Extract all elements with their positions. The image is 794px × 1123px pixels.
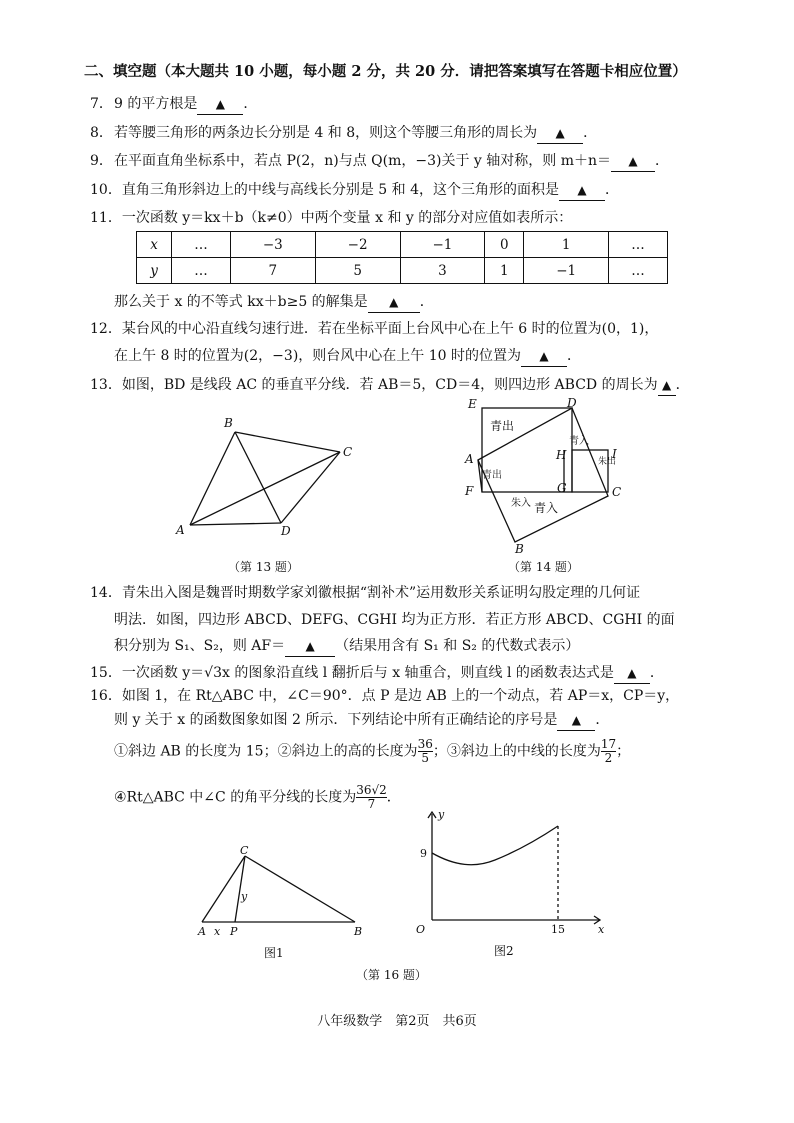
answer-blank: ▲ [305, 639, 315, 653]
point-label-g: G [557, 481, 567, 495]
figure-16-fig1 [190, 840, 380, 940]
question-14-line2: 明法．如图，四边形 ABCD、DEFG、CGHI 均为正方形．若正方形 ABCD、CGHI 的面 [114, 612, 675, 628]
figure-14-caption: （第 14 题） [508, 560, 579, 574]
segment-da [190, 523, 281, 525]
region-qingchu-1: 青出 [490, 419, 515, 433]
fraction: $\frac{36√2}{7}$ [356, 783, 387, 811]
region-qingru-2: 青入 [534, 501, 559, 515]
figure-13-caption: （第 13 题） [228, 560, 299, 574]
point-label-f: F [465, 484, 474, 498]
graph-curve [432, 826, 558, 865]
page-footer: 八年级数学 第2页 共6页 [317, 1014, 477, 1029]
region-qingchu-2: 青出 [482, 470, 502, 481]
point-label-c: C [612, 485, 622, 499]
segment-ab [190, 432, 235, 525]
x-end-label: 15 [551, 923, 565, 936]
table-row: x … −3 −2 −1 0 1 … [137, 232, 668, 258]
question-11: 11．一次函数 y＝kx＋b（k≠0）中两个变量 x 和 y 的部分对应值如表所示： [90, 210, 573, 226]
segment-bd [235, 432, 281, 523]
figure-16-caption: （第 16 题） [356, 968, 427, 982]
answer-blank: ▲ [661, 378, 672, 392]
question-12: 12．某台风的中心沿直线匀速行进．若在坐标平面上台风中心在上午 6 时的位置为(0，1)， [90, 321, 659, 337]
point-label-d: D [281, 524, 291, 538]
segment-ac [190, 452, 340, 525]
question-14-line3: 积分别为 S₁、S₂，则 AF＝ ▲ （结果用含有 S₁ 和 S₂ 的代数式表示） [114, 636, 579, 657]
question-16-line2: 则 y 关于 x 的函数图象如图 2 所示．下列结论中所有正确结论的序号是 ▲ ． [114, 710, 609, 731]
figure-16-fig1-label: 图1 [264, 946, 284, 960]
question-8: 8．若等腰三角形的两条边长分别是 4 和 8，则这个等腰三角形的周长为 ▲ ． [90, 123, 597, 144]
question-13: 13．如图，BD 是线段 AC 的垂直平分线．若 AB＝5，CD＝4，则四边形 ABCD 的周长为 ▲ ． [90, 375, 690, 396]
axis-y-label: y [438, 808, 445, 821]
value-table [136, 231, 668, 284]
y-intercept-label: 9 [420, 847, 427, 860]
fraction: $\frac{36}{5}$ [417, 737, 433, 765]
answer-blank: ▲ [539, 349, 549, 363]
point-label-a: A [176, 523, 185, 537]
figure-14 [460, 396, 640, 556]
point-label-i: I [612, 447, 617, 461]
question-15: 15．一次函数 y＝√3x 的图象沿直线 l 翻折后与 x 轴重合，则直线 l 的函数表达式是 ▲ ． [90, 663, 664, 684]
point-label-p: P [230, 925, 238, 938]
question-9: 9．在平面直角坐标系中，若点 P(2，n)与点 Q(m，−3)关于 y 轴对称，则 m＋n＝ ▲ ． [90, 151, 669, 172]
point-label-a: A [465, 452, 474, 466]
region-zhuru: 朱入 [511, 498, 531, 509]
question-16-choices-1: ①斜边 AB 的长度为 15；②斜边上的高的长度为 $\frac{36}{5}$ ；③斜边上的中线的长度为 $\frac{17}{2}$ ； [114, 737, 631, 765]
question-12-line2: 在上午 8 时的位置为(2，−3)，则台风中心在上午 10 时的位置为 ▲ ． [114, 346, 581, 367]
answer-blank: ▲ [555, 126, 565, 140]
point-label-c: C [240, 844, 249, 857]
question-14: 14．青朱出入图是魏晋时期数学家刘徽根据“割补术”运用数形关系证明勾股定理的几何证 [90, 585, 641, 601]
figure-16-fig2 [410, 808, 610, 938]
question-10: 10．直角三角形斜边上的中线与高线长分别是 5 和 4，这个三角形的面积是 ▲ ． [90, 180, 619, 201]
figure-16-fig2-label: 图2 [494, 944, 514, 958]
region-qingru-1: 青入 [569, 436, 589, 447]
answer-blank: ▲ [571, 713, 582, 727]
answer-blank: ▲ [389, 295, 399, 309]
point-label-e: E [468, 397, 477, 411]
answer-blank: ▲ [215, 97, 225, 111]
answer-blank: ▲ [628, 154, 638, 168]
segment-bc [235, 432, 340, 452]
point-label-b: B [354, 925, 363, 938]
point-label-d: D [567, 396, 577, 410]
origin-label: O [416, 923, 426, 936]
answer-blank: ▲ [627, 666, 637, 680]
section-title: 二、填空题（本大题共 10 小题，每小题 2 分，共 20 分．请把答案填写在答题卡相应位置） [84, 63, 687, 80]
point-label-h: H [556, 448, 567, 462]
axis-x-label: x [598, 923, 605, 936]
point-label-c: C [343, 445, 353, 459]
label-y: y [241, 890, 248, 903]
label-x: x [214, 925, 221, 938]
question-16: 16．如图 1，在 Rt△ABC 中，∠C＝90°．点 P 是边 AB 上的一个动点，若 AP＝x，CP＝y， [90, 688, 680, 704]
point-label-b: B [224, 416, 233, 430]
point-label-a: A [198, 925, 206, 938]
figure-13 [168, 412, 358, 542]
question-16-choices-2: ④Rt△ABC 中∠C 的角平分线的长度为 $\frac{36√2}{7}$ ． [114, 783, 401, 811]
region-zhuchu: 朱出 [598, 457, 617, 467]
segment-cd [281, 452, 340, 523]
question-7: 7．9 的平方根是 ▲ ． [90, 94, 257, 115]
fraction: $\frac{17}{2}$ [600, 737, 617, 765]
point-label-b: B [515, 542, 524, 556]
answer-blank: ▲ [577, 183, 587, 197]
table-row: y … 7 5 3 1 −1 … [137, 258, 668, 284]
question-11-followup: 那么关于 x 的不等式 kx＋b≥5 的解集是 ▲ ． [114, 292, 434, 313]
